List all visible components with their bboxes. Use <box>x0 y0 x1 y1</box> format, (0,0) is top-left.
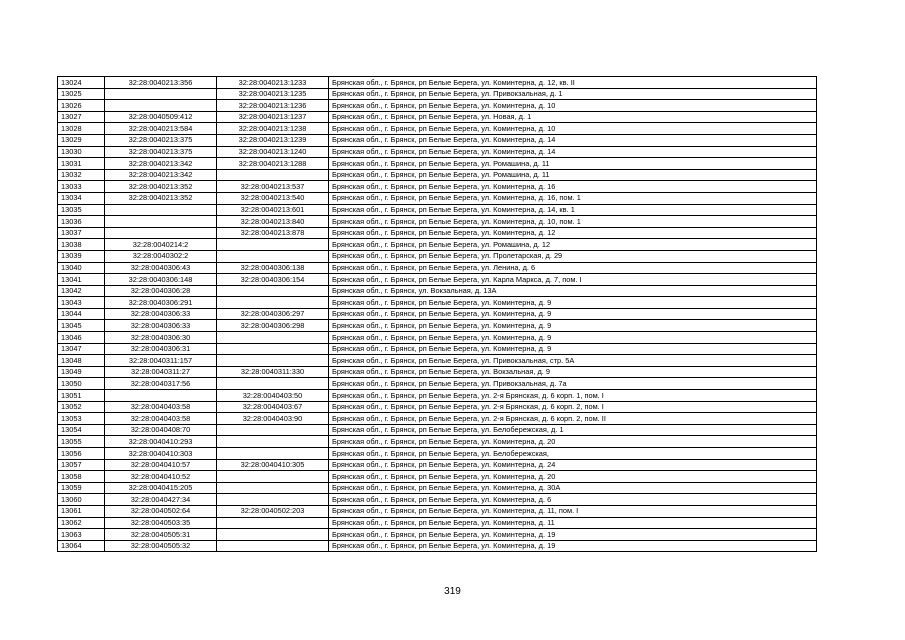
record-number-cell: 13025 <box>58 88 105 100</box>
building-cadastral-number-cell <box>217 448 329 460</box>
record-number-cell: 13035 <box>58 204 105 216</box>
address-cell: Брянская обл., г. Брянск, рп Белые Берега, ул. Коминтерна, д. 10, пом. 1 <box>329 216 817 228</box>
land-cadastral-number-cell: 32:28:0040306:43 <box>105 262 217 274</box>
address-cell: Брянская обл., г. Брянск, рп Белые Берега, ул. 2-я Брянская, д. 6 корп. 1, пом. I <box>329 390 817 402</box>
address-cell: Брянская обл., г. Брянск, рп Белые Берега, ул. Ромашина, д. 11 <box>329 169 817 181</box>
address-cell: Брянская обл., г. Брянск, ул. Вокзальная, д. 13А <box>329 285 817 297</box>
table-row <box>58 100 817 112</box>
address-cell: Брянская обл., г. Брянск, рп Белые Берега, ул. Коминтерна, д. 9 <box>329 332 817 344</box>
address-cell: Брянская обл., г. Брянск, рп Белые Берега, ул. Коминтерна, д. 14 <box>329 146 817 158</box>
land-cadastral-number-cell: 32:28:0040306:33 <box>105 320 217 332</box>
building-cadastral-number-cell: 32:28:0040403:90 <box>217 413 329 425</box>
land-cadastral-number-cell: 32:28:0040410:293 <box>105 436 217 448</box>
land-cadastral-number-cell <box>105 204 217 216</box>
address-cell: Брянская обл., г. Брянск, рп Белые Берега, ул. Коминтерна, д. 9 <box>329 308 817 320</box>
record-number-cell: 13053 <box>58 413 105 425</box>
address-cell: Брянская обл., г. Брянск, рп Белые Берега, ул. Коминтерна, д. 10 <box>329 100 817 112</box>
record-number-cell: 13026 <box>58 100 105 112</box>
land-cadastral-number-cell: 32:28:0040410:52 <box>105 471 217 483</box>
record-number-cell: 13046 <box>58 332 105 344</box>
table-row <box>58 424 817 436</box>
registry-table <box>57 76 817 552</box>
land-cadastral-number-cell <box>105 216 217 228</box>
building-cadastral-number-cell <box>217 285 329 297</box>
land-cadastral-number-cell: 32:28:0040213:342 <box>105 158 217 170</box>
land-cadastral-number-cell: 32:28:0040509:412 <box>105 111 217 123</box>
table-row <box>58 517 817 529</box>
record-number-cell: 13051 <box>58 390 105 402</box>
building-cadastral-number-cell <box>217 517 329 529</box>
building-cadastral-number-cell: 32:28:0040213:537 <box>217 181 329 193</box>
table-row <box>58 262 817 274</box>
record-number-cell: 13048 <box>58 355 105 367</box>
address-cell: Брянская обл., г. Брянск, рп Белые Берега, ул. Карла Маркса, д. 7, пом. I <box>329 274 817 286</box>
table-row <box>58 320 817 332</box>
building-cadastral-number-cell: 32:28:0040213:840 <box>217 216 329 228</box>
table-row <box>58 413 817 425</box>
record-number-cell: 13030 <box>58 146 105 158</box>
table-row <box>58 239 817 251</box>
building-cadastral-number-cell: 32:28:0040306:298 <box>217 320 329 332</box>
record-number-cell: 13064 <box>58 540 105 552</box>
record-number-cell: 13059 <box>58 482 105 494</box>
land-cadastral-number-cell: 32:28:0040306:33 <box>105 308 217 320</box>
building-cadastral-number-cell <box>217 494 329 506</box>
record-number-cell: 13042 <box>58 285 105 297</box>
address-cell: Брянская обл., г. Брянск, рп Белые Берега, ул. Вокзальная, д. 9 <box>329 366 817 378</box>
land-cadastral-number-cell: 32:28:0040213:342 <box>105 169 217 181</box>
land-cadastral-number-cell: 32:28:0040306:291 <box>105 297 217 309</box>
address-cell: Брянская обл., г. Брянск, рп Белые Берега, ул. Коминтерна, д. 12 <box>329 227 817 239</box>
building-cadastral-number-cell: 32:28:0040213:1238 <box>217 123 329 135</box>
land-cadastral-number-cell: 32:28:0040410:303 <box>105 448 217 460</box>
address-cell: Брянская обл., г. Брянск, рп Белые Берега, ул. Коминтерна, д. 14 <box>329 134 817 146</box>
record-number-cell: 13036 <box>58 216 105 228</box>
table-row <box>58 274 817 286</box>
building-cadastral-number-cell: 32:28:0040410:305 <box>217 459 329 471</box>
land-cadastral-number-cell: 32:28:0040302:2 <box>105 250 217 262</box>
land-cadastral-number-cell: 32:28:0040213:356 <box>105 77 217 89</box>
record-number-cell: 13055 <box>58 436 105 448</box>
table-row <box>58 146 817 158</box>
building-cadastral-number-cell <box>217 239 329 251</box>
record-number-cell: 13041 <box>58 274 105 286</box>
address-cell: Брянская обл., г. Брянск, рп Белые Берега, ул. 2-я Брянская, д. 6 корп. 2, пом. II <box>329 413 817 425</box>
table-row <box>58 204 817 216</box>
record-number-cell: 13024 <box>58 77 105 89</box>
record-number-cell: 13060 <box>58 494 105 506</box>
land-cadastral-number-cell: 32:28:0040306:148 <box>105 274 217 286</box>
table-row <box>58 88 817 100</box>
land-cadastral-number-cell: 32:28:0040403:58 <box>105 413 217 425</box>
record-number-cell: 13056 <box>58 448 105 460</box>
registry-body <box>58 77 817 552</box>
building-cadastral-number-cell <box>217 378 329 390</box>
address-cell: Брянская обл., г. Брянск, рп Белые Берега, ул. Белобережская, д. 1 <box>329 424 817 436</box>
building-cadastral-number-cell: 32:28:0040306:297 <box>217 308 329 320</box>
table-row <box>58 169 817 181</box>
building-cadastral-number-cell: 32:28:0040213:1240 <box>217 146 329 158</box>
building-cadastral-number-cell <box>217 436 329 448</box>
land-cadastral-number-cell: 32:28:0040427:34 <box>105 494 217 506</box>
record-number-cell: 13063 <box>58 529 105 541</box>
table-row <box>58 390 817 402</box>
address-cell: Брянская обл., г. Брянск, рп Белые Берега, ул. Коминтерна, д. 11 <box>329 517 817 529</box>
address-cell: Брянская обл., г. Брянск, рп Белые Берега, ул. Коминтерна, д. 9 <box>329 297 817 309</box>
building-cadastral-number-cell: 32:28:0040311:330 <box>217 366 329 378</box>
record-number-cell: 13031 <box>58 158 105 170</box>
address-cell: Брянская обл., г. Брянск, рп Белые Берега, ул. Коминтерна, д. 9 <box>329 320 817 332</box>
record-number-cell: 13028 <box>58 123 105 135</box>
record-number-cell: 13032 <box>58 169 105 181</box>
record-number-cell: 13038 <box>58 239 105 251</box>
land-cadastral-number-cell: 32:28:0040306:30 <box>105 332 217 344</box>
building-cadastral-number-cell <box>217 169 329 181</box>
building-cadastral-number-cell: 32:28:0040403:67 <box>217 401 329 413</box>
table-row <box>58 471 817 483</box>
address-cell: Брянская обл., г. Брянск, рп Белые Берега, ул. Коминтерна, д. 19 <box>329 540 817 552</box>
land-cadastral-number-cell <box>105 227 217 239</box>
land-cadastral-number-cell: 32:28:0040502:64 <box>105 505 217 517</box>
address-cell: Брянская обл., г. Брянск, рп Белые Берега, ул. Ромашина, д. 11 <box>329 158 817 170</box>
address-cell: Брянская обл., г. Брянск, рп Белые Берега, ул. Коминтерна, д. 16 <box>329 181 817 193</box>
record-number-cell: 13043 <box>58 297 105 309</box>
address-cell: Брянская обл., г. Брянск, рп Белые Берега, ул. Коминтерна, д. 6 <box>329 494 817 506</box>
address-cell: Брянская обл., г. Брянск, рп Белые Берега, ул. Коминтерна, д. 20 <box>329 471 817 483</box>
building-cadastral-number-cell <box>217 482 329 494</box>
record-number-cell: 13034 <box>58 192 105 204</box>
page-number: 319 <box>444 586 461 597</box>
address-cell: Брянская обл., г. Брянск, рп Белые Берега, ул. Коминтерна, д. 30А <box>329 482 817 494</box>
table-row <box>58 401 817 413</box>
table-row <box>58 355 817 367</box>
address-cell: Брянская обл., г. Брянск, рп Белые Берега, ул. Коминтерна, д. 11, пом. I <box>329 505 817 517</box>
table-row <box>58 111 817 123</box>
address-cell: Брянская обл., г. Брянск, рп Белые Берега, ул. Коминтерна, д. 24 <box>329 459 817 471</box>
record-number-cell: 13058 <box>58 471 105 483</box>
building-cadastral-number-cell <box>217 540 329 552</box>
record-number-cell: 13061 <box>58 505 105 517</box>
land-cadastral-number-cell: 32:28:0040213:375 <box>105 134 217 146</box>
table-row <box>58 529 817 541</box>
address-cell: Брянская обл., г. Брянск, рп Белые Берега, ул. Привокзальная, д. 1 <box>329 88 817 100</box>
record-number-cell: 13045 <box>58 320 105 332</box>
land-cadastral-number-cell: 32:28:0040306:31 <box>105 343 217 355</box>
address-cell: Брянская обл., г. Брянск, рп Белые Берега, ул. Коминтерна, д. 20 <box>329 436 817 448</box>
table-row <box>58 227 817 239</box>
table-row <box>58 343 817 355</box>
building-cadastral-number-cell: 32:28:0040502:203 <box>217 505 329 517</box>
land-cadastral-number-cell: 32:28:0040503:35 <box>105 517 217 529</box>
building-cadastral-number-cell <box>217 424 329 436</box>
land-cadastral-number-cell: 32:28:0040403:58 <box>105 401 217 413</box>
table-row <box>58 123 817 135</box>
table-row <box>58 366 817 378</box>
address-cell: Брянская обл., г. Брянск, рп Белые Берега, ул. Ленина, д. 6 <box>329 262 817 274</box>
land-cadastral-number-cell: 32:28:0040213:352 <box>105 181 217 193</box>
table-row <box>58 134 817 146</box>
record-number-cell: 13052 <box>58 401 105 413</box>
table-row <box>58 448 817 460</box>
land-cadastral-number-cell: 32:28:0040410:57 <box>105 459 217 471</box>
building-cadastral-number-cell: 32:28:0040213:540 <box>217 192 329 204</box>
table-row <box>58 297 817 309</box>
land-cadastral-number-cell: 32:28:0040213:352 <box>105 192 217 204</box>
land-cadastral-number-cell: 32:28:0040311:27 <box>105 366 217 378</box>
land-cadastral-number-cell: 32:28:0040214:2 <box>105 239 217 251</box>
building-cadastral-number-cell: 32:28:0040403:50 <box>217 390 329 402</box>
record-number-cell: 13039 <box>58 250 105 262</box>
address-cell: Брянская обл., г. Брянск, рп Белые Берега, ул. Привокзальная, д. 7а <box>329 378 817 390</box>
address-cell: Брянская обл., г. Брянск, рп Белые Берега, ул. Коминтерна, д. 14, кв. 1 <box>329 204 817 216</box>
address-cell: Брянская обл., г. Брянск, рп Белые Берега, ул. 2-я Брянская, д. 6 корп. 2, пом. I <box>329 401 817 413</box>
land-cadastral-number-cell <box>105 100 217 112</box>
record-number-cell: 13037 <box>58 227 105 239</box>
building-cadastral-number-cell <box>217 471 329 483</box>
table-row <box>58 540 817 552</box>
address-cell: Брянская обл., г. Брянск, рп Белые Берега, ул. Новая, д. 1 <box>329 111 817 123</box>
table-row <box>58 505 817 517</box>
building-cadastral-number-cell: 32:28:0040213:1288 <box>217 158 329 170</box>
building-cadastral-number-cell: 32:28:0040213:1239 <box>217 134 329 146</box>
record-number-cell: 13027 <box>58 111 105 123</box>
address-cell: Брянская обл., г. Брянск, рп Белые Берега, ул. Привокзальная, стр. 5А <box>329 355 817 367</box>
land-cadastral-number-cell: 32:28:0040306:28 <box>105 285 217 297</box>
record-number-cell: 13054 <box>58 424 105 436</box>
building-cadastral-number-cell: 32:28:0040213:601 <box>217 204 329 216</box>
table-row <box>58 285 817 297</box>
table-row <box>58 158 817 170</box>
address-cell: Брянская обл., г. Брянск, рп Белые Берега, ул. Белобережская, <box>329 448 817 460</box>
land-cadastral-number-cell: 32:28:0040213:375 <box>105 146 217 158</box>
table-row <box>58 436 817 448</box>
building-cadastral-number-cell: 32:28:0040213:1233 <box>217 77 329 89</box>
table-row <box>58 77 817 89</box>
table-row <box>58 459 817 471</box>
building-cadastral-number-cell: 32:28:0040306:138 <box>217 262 329 274</box>
table-row <box>58 192 817 204</box>
building-cadastral-number-cell <box>217 529 329 541</box>
address-cell: Брянская обл., г. Брянск, рп Белые Берега, ул. Пролетарская, д. 29 <box>329 250 817 262</box>
land-cadastral-number-cell: 32:28:0040311:157 <box>105 355 217 367</box>
land-cadastral-number-cell: 32:28:0040317:56 <box>105 378 217 390</box>
building-cadastral-number-cell <box>217 355 329 367</box>
building-cadastral-number-cell: 32:28:0040306:154 <box>217 274 329 286</box>
building-cadastral-number-cell <box>217 297 329 309</box>
table-row <box>58 181 817 193</box>
building-cadastral-number-cell <box>217 343 329 355</box>
address-cell: Брянская обл., г. Брянск, рп Белые Берега, ул. Коминтерна, д. 19 <box>329 529 817 541</box>
record-number-cell: 13033 <box>58 181 105 193</box>
building-cadastral-number-cell: 32:28:0040213:1235 <box>217 88 329 100</box>
record-number-cell: 13050 <box>58 378 105 390</box>
address-cell: Брянская обл., г. Брянск, рп Белые Берега, ул. Коминтерна, д. 9 <box>329 343 817 355</box>
record-number-cell: 13057 <box>58 459 105 471</box>
building-cadastral-number-cell: 32:28:0040213:1237 <box>217 111 329 123</box>
address-cell: Брянская обл., г. Брянск, рп Белые Берега, ул. Коминтерна, д. 16, пом. 1 <box>329 192 817 204</box>
building-cadastral-number-cell: 32:28:0040213:1236 <box>217 100 329 112</box>
record-number-cell: 13049 <box>58 366 105 378</box>
table-row <box>58 216 817 228</box>
table-row <box>58 482 817 494</box>
land-cadastral-number-cell <box>105 390 217 402</box>
building-cadastral-number-cell: 32:28:0040213:878 <box>217 227 329 239</box>
record-number-cell: 13062 <box>58 517 105 529</box>
record-number-cell: 13040 <box>58 262 105 274</box>
address-cell: Брянская обл., г. Брянск, рп Белые Берега, ул. Ромашина, д. 12 <box>329 239 817 251</box>
table-row <box>58 494 817 506</box>
record-number-cell: 13029 <box>58 134 105 146</box>
land-cadastral-number-cell: 32:28:0040505:32 <box>105 540 217 552</box>
building-cadastral-number-cell <box>217 332 329 344</box>
table-row <box>58 250 817 262</box>
address-cell: Брянская обл., г. Брянск, рп Белые Берега, ул. Коминтерна, д. 10 <box>329 123 817 135</box>
table-row <box>58 308 817 320</box>
record-number-cell: 13044 <box>58 308 105 320</box>
land-cadastral-number-cell: 32:28:0040408:70 <box>105 424 217 436</box>
land-cadastral-number-cell: 32:28:0040213:584 <box>105 123 217 135</box>
land-cadastral-number-cell: 32:28:0040415:205 <box>105 482 217 494</box>
land-cadastral-number-cell: 32:28:0040505:31 <box>105 529 217 541</box>
land-cadastral-number-cell <box>105 88 217 100</box>
record-number-cell: 13047 <box>58 343 105 355</box>
address-cell: Брянская обл., г. Брянск, рп Белые Берега, ул. Коминтерна, д. 12, кв. II <box>329 77 817 89</box>
table-row <box>58 332 817 344</box>
building-cadastral-number-cell <box>217 250 329 262</box>
table-row <box>58 378 817 390</box>
